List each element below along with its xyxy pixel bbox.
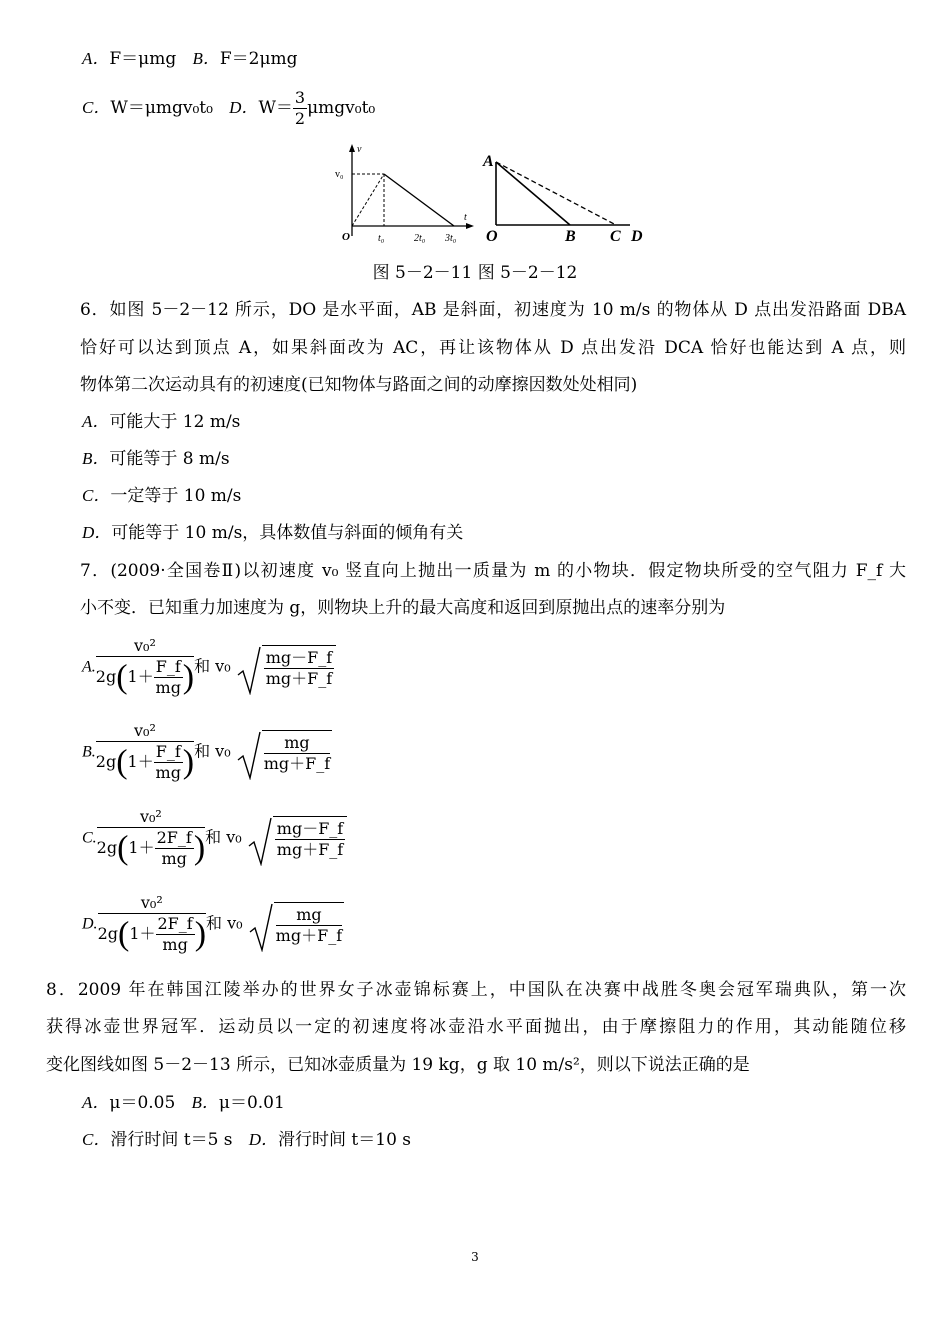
q7-b-sq-num: mg xyxy=(264,733,330,754)
q7-a-inner-frac xyxy=(154,657,183,698)
q7-c-inner-den: mg xyxy=(161,849,187,868)
q5-option-b-text: F＝2μmg xyxy=(219,49,298,69)
sqrt-icon xyxy=(236,730,262,780)
q7-c-den xyxy=(97,828,205,869)
vt-origin-label: O xyxy=(342,231,350,243)
q7-d-inner-frac xyxy=(156,914,195,955)
q6-option-a-letter: A． xyxy=(82,412,110,431)
q8-option-c-text: 滑行时间 t＝5 s xyxy=(110,1130,233,1150)
figure-caption: 图 5－2－11 图 5－2－12 xyxy=(372,263,578,283)
q7-b-sq-den: mg＋F_f xyxy=(263,754,331,773)
incline-label-o: O xyxy=(486,228,498,245)
q7-a-sq-den: mg＋F_f xyxy=(265,669,333,688)
q7-c-sqrt-frac xyxy=(275,819,345,860)
q7-option-a xyxy=(82,636,336,698)
incline-figure xyxy=(482,153,643,245)
q7-option-b-letter: B. xyxy=(82,743,96,761)
vt-tick-t0: t₀ xyxy=(378,233,385,244)
q8-line-1: 8．2009 年在韩国江陵举办的世界女子冰壶锦标赛上，中国队在决赛中战胜冬奥会冠军瑞典队，第一次 xyxy=(46,980,906,1000)
q5-option-c-letter: C． xyxy=(82,98,111,117)
q7-c-paren-left: ( xyxy=(117,829,129,867)
q7-b-inner-frac xyxy=(154,742,183,783)
q8-option-b-letter: B． xyxy=(191,1093,219,1112)
q7-option-c-height-frac xyxy=(97,807,205,869)
q7-b-paren-left: ( xyxy=(116,743,128,781)
q5-option-a-letter: A． xyxy=(82,49,110,68)
q7-option-a-letter: A. xyxy=(82,658,96,676)
q6-option-d xyxy=(82,522,463,544)
q7-option-a-height-frac xyxy=(96,636,194,698)
q7-a-inner-den: mg xyxy=(155,678,181,697)
sqrt-icon xyxy=(247,816,273,866)
sqrt-icon xyxy=(236,645,262,695)
q7-a-and: 和 v₀ xyxy=(194,656,231,676)
q7-b-and: 和 v₀ xyxy=(194,741,231,761)
q8-option-d-letter: D． xyxy=(248,1130,279,1149)
q7-d-sq-num: mg xyxy=(276,905,342,926)
q8-option-c-letter: C． xyxy=(82,1130,111,1149)
vt-v0-label: v₀ xyxy=(335,169,344,180)
vt-dashed-rise xyxy=(352,174,384,226)
q7-d-inner-den: mg xyxy=(162,935,188,954)
q7-line-1: 7．(2009·全国卷Ⅱ)以初速度 v₀ 竖直向上抛出一质量为 m 的小物块．假定物块所受的空气阻力 F_f 大 xyxy=(80,561,906,581)
q7-c-den-pre: 2g xyxy=(96,838,118,857)
q7-c-sq-num: mg－F_f xyxy=(276,819,344,838)
q7-b-inner-num: F_f xyxy=(155,742,181,761)
q5-d-frac-den: 2 xyxy=(294,109,306,128)
vt-x-label: t xyxy=(464,212,467,223)
figures-svg xyxy=(330,140,660,250)
q7-a-den xyxy=(96,657,194,698)
q5-option-d-letter: D． xyxy=(229,98,259,117)
q5-option-b-letter: B． xyxy=(192,49,220,68)
incline-label-d: D xyxy=(631,228,643,245)
q5-option-d-pre: W＝ xyxy=(258,98,293,118)
q7-c-one-plus: 1＋ xyxy=(128,838,155,857)
q6-option-c xyxy=(82,485,241,507)
q5-option-a-text: F＝μmg xyxy=(109,49,177,69)
q7-c-sqrt xyxy=(247,816,347,860)
q7-d-den-pre: 2g xyxy=(97,924,118,943)
q5-option-c-text: W＝μmgv₀t₀ xyxy=(110,98,213,118)
q8-option-d-text: 滑行时间 t＝10 s xyxy=(278,1130,412,1150)
q8-line-3: 变化图线如图 5－2－13 所示，已知冰壶质量为 19 kg，g 取 10 m/s²，则以下说法正确的是 xyxy=(46,1055,750,1075)
q7-b-sqrt xyxy=(236,730,332,774)
q7-d-sq-den: mg＋F_f xyxy=(275,926,343,945)
q7-a-sqrt xyxy=(236,645,336,689)
q7-option-c xyxy=(82,807,347,869)
q7-c-inner-frac xyxy=(155,828,194,869)
q6-option-d-text: 可能等于 10 m/s，具体数值与斜面的倾角有关 xyxy=(111,523,464,543)
q7-b-one-plus: 1＋ xyxy=(127,752,154,771)
incline-label-a: A xyxy=(483,153,494,170)
vt-x-arrow xyxy=(466,223,474,229)
q6-line-2: 恰好可以达到顶点 A，如果斜面改为 AC，再让该物体从 D 点出发沿 DCA 恰好也能达到 A 点，则 xyxy=(80,338,906,358)
q7-option-d-height-frac xyxy=(98,893,206,955)
vt-y-label: v xyxy=(357,144,362,155)
q7-b-den xyxy=(96,742,194,783)
incline-ab xyxy=(496,162,570,225)
q7-a-den-pre: 2g xyxy=(95,667,117,686)
q5-option-row-cd xyxy=(82,88,375,129)
q7-option-d-letter: D. xyxy=(82,915,98,933)
vt-tick-2t0: 2t₀ xyxy=(414,233,426,244)
sqrt-icon xyxy=(248,902,274,952)
q6-option-c-text: 一定等于 10 m/s xyxy=(110,486,242,506)
q6-option-d-letter: D． xyxy=(82,523,112,542)
q7-b-sqrt-frac xyxy=(264,733,330,774)
vt-graph xyxy=(335,144,474,244)
q7-a-paren-right: ) xyxy=(182,658,195,696)
q7-option-d xyxy=(82,893,344,955)
q7-a-sq-num: mg－F_f xyxy=(265,648,333,667)
q8-option-a-text: μ＝0.05 xyxy=(109,1093,176,1113)
q7-line-2: 小不变．已知重力加速度为 g，则物块上升的最大高度和返回到原抛出点的速率分别为 xyxy=(80,598,726,618)
q7-b-inner-den: mg xyxy=(155,763,181,782)
q8-option-row-cd xyxy=(82,1129,411,1151)
q7-b-num: v₀² xyxy=(96,721,194,742)
q7-b-den-pre: 2g xyxy=(95,752,117,771)
q7-d-inner-num: 2F_f xyxy=(157,914,193,933)
incline-label-c: C xyxy=(610,228,621,245)
q7-a-one-plus: 1＋ xyxy=(127,667,154,686)
q6-option-c-letter: C． xyxy=(82,486,111,505)
q7-d-den xyxy=(98,914,206,955)
q7-c-sq-den: mg＋F_f xyxy=(276,840,344,859)
q5-option-d-fraction xyxy=(293,88,307,129)
q7-option-b-height-frac xyxy=(96,721,194,783)
q7-d-sqrt xyxy=(248,902,344,946)
q6-option-b xyxy=(82,448,230,470)
q7-b-paren-right: ) xyxy=(182,743,195,781)
q7-option-c-letter: C. xyxy=(82,829,97,847)
q5-d-frac-num: 3 xyxy=(294,88,306,107)
q7-a-inner-num: F_f xyxy=(155,657,181,676)
q5-option-d-post: μmgv₀t₀ xyxy=(307,98,376,118)
q8-option-a-letter: A． xyxy=(82,1093,110,1112)
q6-option-a xyxy=(82,411,240,433)
q7-c-num: v₀² xyxy=(97,807,205,828)
q7-c-paren-right: ) xyxy=(193,829,206,867)
q6-line-1: 6．如图 5－2－12 所示，DO 是水平面，AB 是斜面，初速度为 10 m/s 的物体从 D 点出发沿路面 DBA xyxy=(80,300,906,320)
q7-a-paren-left: ( xyxy=(116,658,128,696)
q7-d-one-plus: 1＋ xyxy=(129,924,156,943)
incline-label-b: B xyxy=(565,228,576,245)
q8-line-2: 获得冰壶世界冠军．运动员以一定的初速度将冰壶沿水平面抛出，由于摩擦阻力的作用，其动能随位移 xyxy=(46,1017,906,1037)
q7-d-paren-right: ) xyxy=(194,915,207,953)
incline-ac xyxy=(496,162,616,225)
q7-a-sqrt-frac xyxy=(264,648,334,689)
q7-a-num: v₀² xyxy=(96,636,194,657)
q7-d-num: v₀² xyxy=(98,893,206,914)
q6-option-b-letter: B． xyxy=(82,449,110,468)
q7-d-paren-left: ( xyxy=(117,915,130,953)
q8-option-b-text: μ＝0.01 xyxy=(218,1093,285,1113)
q5-option-row-ab xyxy=(82,48,298,70)
q7-d-and: 和 v₀ xyxy=(206,913,243,933)
vt-decline xyxy=(384,174,454,226)
q8-option-row-ab xyxy=(82,1092,285,1114)
page-number: 3 xyxy=(471,1250,479,1264)
q7-c-and: 和 v₀ xyxy=(205,827,242,847)
vt-tick-3t0: 3t₀ xyxy=(445,233,457,244)
q7-option-b xyxy=(82,721,332,783)
vt-y-arrow xyxy=(349,144,355,152)
q6-option-b-text: 可能等于 8 m/s xyxy=(109,449,230,469)
q6-option-a-text: 可能大于 12 m/s xyxy=(109,412,241,432)
q6-line-3: 物体第二次运动具有的初速度(已知物体与路面之间的动摩擦因数处处相同) xyxy=(80,375,638,395)
q7-d-sqrt-frac xyxy=(276,905,342,946)
q7-c-inner-num: 2F_f xyxy=(156,828,192,847)
